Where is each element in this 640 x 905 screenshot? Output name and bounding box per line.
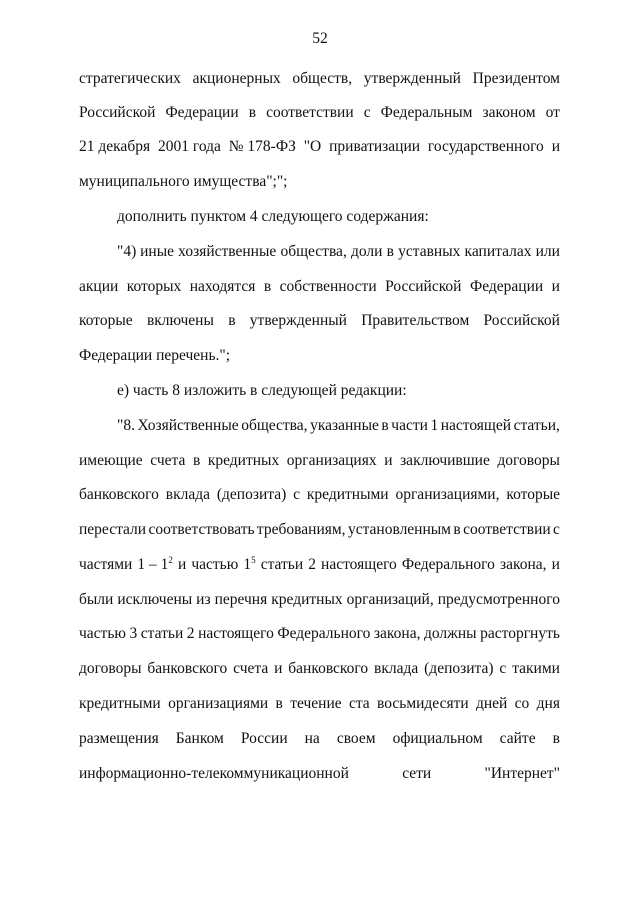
word: доли [350, 243, 383, 260]
word: обществ, [292, 70, 353, 87]
word: ста [348, 695, 370, 712]
word: своем [336, 730, 376, 747]
word: соответствии [266, 104, 354, 121]
word: и [177, 556, 187, 573]
text-line-9: Федерации перечень."; [79, 347, 231, 364]
word: Федерации [165, 104, 239, 121]
word: Федерального [277, 625, 371, 642]
word: и [384, 452, 393, 469]
word: указанные [310, 417, 379, 434]
text-line-14 [79, 520, 560, 540]
word: частью [79, 625, 126, 642]
word: расторгнуть [480, 625, 560, 642]
word: которые [506, 486, 560, 503]
word: в [192, 452, 201, 469]
word: Российской [385, 278, 462, 295]
text-line-4: муниципального имущества";"; [79, 173, 288, 190]
word: с [553, 521, 560, 538]
text-line-6 [117, 242, 560, 262]
word: и [551, 138, 560, 155]
word: со [514, 695, 530, 712]
text-line-12 [79, 451, 560, 471]
word: настоящей [440, 417, 512, 434]
word: (депозита) [216, 486, 287, 503]
word: имеющие [79, 452, 143, 469]
word-with-superscript [137, 555, 173, 575]
word: вклада [374, 660, 419, 677]
text-line-20 [79, 729, 560, 749]
word: и [551, 278, 560, 295]
word: Федерального [401, 556, 495, 573]
word: Президентом [472, 70, 560, 87]
text-line-15 [79, 555, 560, 575]
word: предусмотренного [437, 591, 560, 608]
word: "О [303, 138, 322, 155]
word: общества, [280, 243, 347, 260]
word: перечня [214, 591, 268, 608]
word: организациями [168, 695, 269, 712]
word: в [275, 695, 283, 712]
word: требованиям, [256, 521, 346, 538]
word: из [196, 591, 211, 608]
text-line-11 [117, 416, 560, 436]
word: России [240, 730, 288, 747]
word: Банком [175, 730, 224, 747]
text-line-3 [79, 137, 560, 157]
word: 3 [129, 625, 138, 642]
word: договоры [79, 660, 142, 677]
text-line-18 [79, 659, 560, 679]
word: дня [536, 695, 560, 712]
word: сайте [499, 730, 536, 747]
word: 2 [186, 625, 195, 642]
word: "8. [117, 417, 135, 434]
word: дней [475, 695, 508, 712]
text-line-2 [79, 103, 560, 123]
word: с [499, 660, 507, 677]
word: от [545, 104, 560, 121]
word: (депозита) [424, 660, 494, 677]
word: 1 [430, 417, 439, 434]
word: восьмидесяти [377, 695, 469, 712]
word: официальном [392, 730, 483, 747]
word: 1 – 1 [137, 556, 169, 573]
text-line-8 [79, 311, 560, 331]
word: акции [79, 278, 119, 295]
word: кредитных [207, 452, 280, 469]
word: общества, [241, 417, 308, 434]
word: исключены [117, 591, 193, 608]
word: кредитных [271, 591, 343, 608]
word: № 178-ФЗ [228, 138, 296, 155]
word: должны [424, 625, 477, 642]
word: Хозяйственные [137, 417, 239, 434]
word: в [228, 312, 236, 329]
word: Российской [79, 104, 156, 121]
word: статьи [140, 625, 184, 642]
word: организаций, [346, 591, 434, 608]
word: Правительством [361, 312, 470, 329]
word: соответствии [463, 521, 551, 538]
word: капиталах [464, 243, 532, 260]
text-line-17 [79, 624, 560, 644]
word: законом [482, 104, 536, 121]
word: договоры [497, 452, 560, 469]
word: утвержденный [363, 70, 461, 87]
word: собственности [279, 278, 377, 295]
superscript: 2 [168, 554, 173, 565]
word: в [263, 278, 272, 295]
text-line-21 [79, 764, 560, 784]
word: с [293, 486, 300, 503]
word: заключившие [400, 452, 490, 469]
word: на [304, 730, 320, 747]
word: организациями, [395, 486, 500, 503]
word: соответствовать [148, 521, 255, 538]
word: хозяйственные [178, 243, 277, 260]
word: "Интернет" [484, 765, 560, 782]
word: такими [512, 660, 560, 677]
text-line-10: е) часть 8 изложить в следующей редакции: [117, 382, 407, 399]
text-line-16 [79, 590, 560, 610]
text-line-7 [79, 277, 560, 297]
word: или [535, 243, 560, 260]
text-line-19 [79, 694, 560, 714]
word: статьи [260, 556, 304, 573]
word: акционерных [192, 70, 281, 87]
word: кредитными [306, 486, 389, 503]
word: счета [233, 660, 269, 677]
word: "4) иные [117, 243, 174, 260]
word: установленным [347, 521, 451, 538]
text-line-5: дополнить пунктом 4 следующего содержания: [117, 208, 429, 225]
word: в [386, 243, 394, 260]
text-line-1 [79, 69, 560, 89]
word: в [552, 730, 560, 747]
word: течение [290, 695, 342, 712]
word: счета [150, 452, 186, 469]
word: Российской [483, 312, 560, 329]
word: информационно-телекоммуникационной [79, 765, 349, 782]
word: с [363, 104, 371, 121]
word: частями [79, 556, 133, 573]
word: банковского [79, 486, 159, 503]
word: утвержденный [249, 312, 347, 329]
word: банковского [147, 660, 228, 677]
word: частью [191, 556, 239, 573]
word: перестали [79, 521, 147, 538]
word: государственного [427, 138, 544, 155]
word: размещения [79, 730, 159, 747]
word: и [551, 556, 560, 573]
word: закона, [499, 556, 547, 573]
word: 2001 года [157, 138, 221, 155]
word: находятся [189, 278, 256, 295]
word: статьи, [513, 417, 560, 434]
word: и [274, 660, 283, 677]
word: стратегических [79, 70, 181, 87]
word: были [79, 591, 114, 608]
word: 2 [308, 556, 316, 573]
word: приватизации [329, 138, 421, 155]
word: организациях [286, 452, 377, 469]
word: в [381, 417, 389, 434]
text-line-13 [79, 485, 560, 505]
word: части [391, 417, 428, 434]
word-with-superscript [243, 555, 255, 575]
word: кредитными [79, 695, 161, 712]
word: 21 декабря [79, 138, 151, 155]
superscript: 5 [251, 554, 256, 565]
word: которые [79, 312, 133, 329]
page-number: 52 [312, 30, 328, 47]
word: настоящего [198, 625, 274, 642]
word: включены [146, 312, 214, 329]
word: сети [402, 765, 432, 782]
word: в [453, 521, 461, 538]
word: настоящего [321, 556, 397, 573]
word: которых [126, 278, 182, 295]
word: в [248, 104, 257, 121]
word: 1 [243, 556, 252, 573]
word: закона, [373, 625, 421, 642]
word: уставных [398, 243, 461, 260]
word: Федерации [469, 278, 544, 295]
word: Федеральным [380, 104, 473, 121]
word: банковского [288, 660, 369, 677]
word: вклада [165, 486, 210, 503]
